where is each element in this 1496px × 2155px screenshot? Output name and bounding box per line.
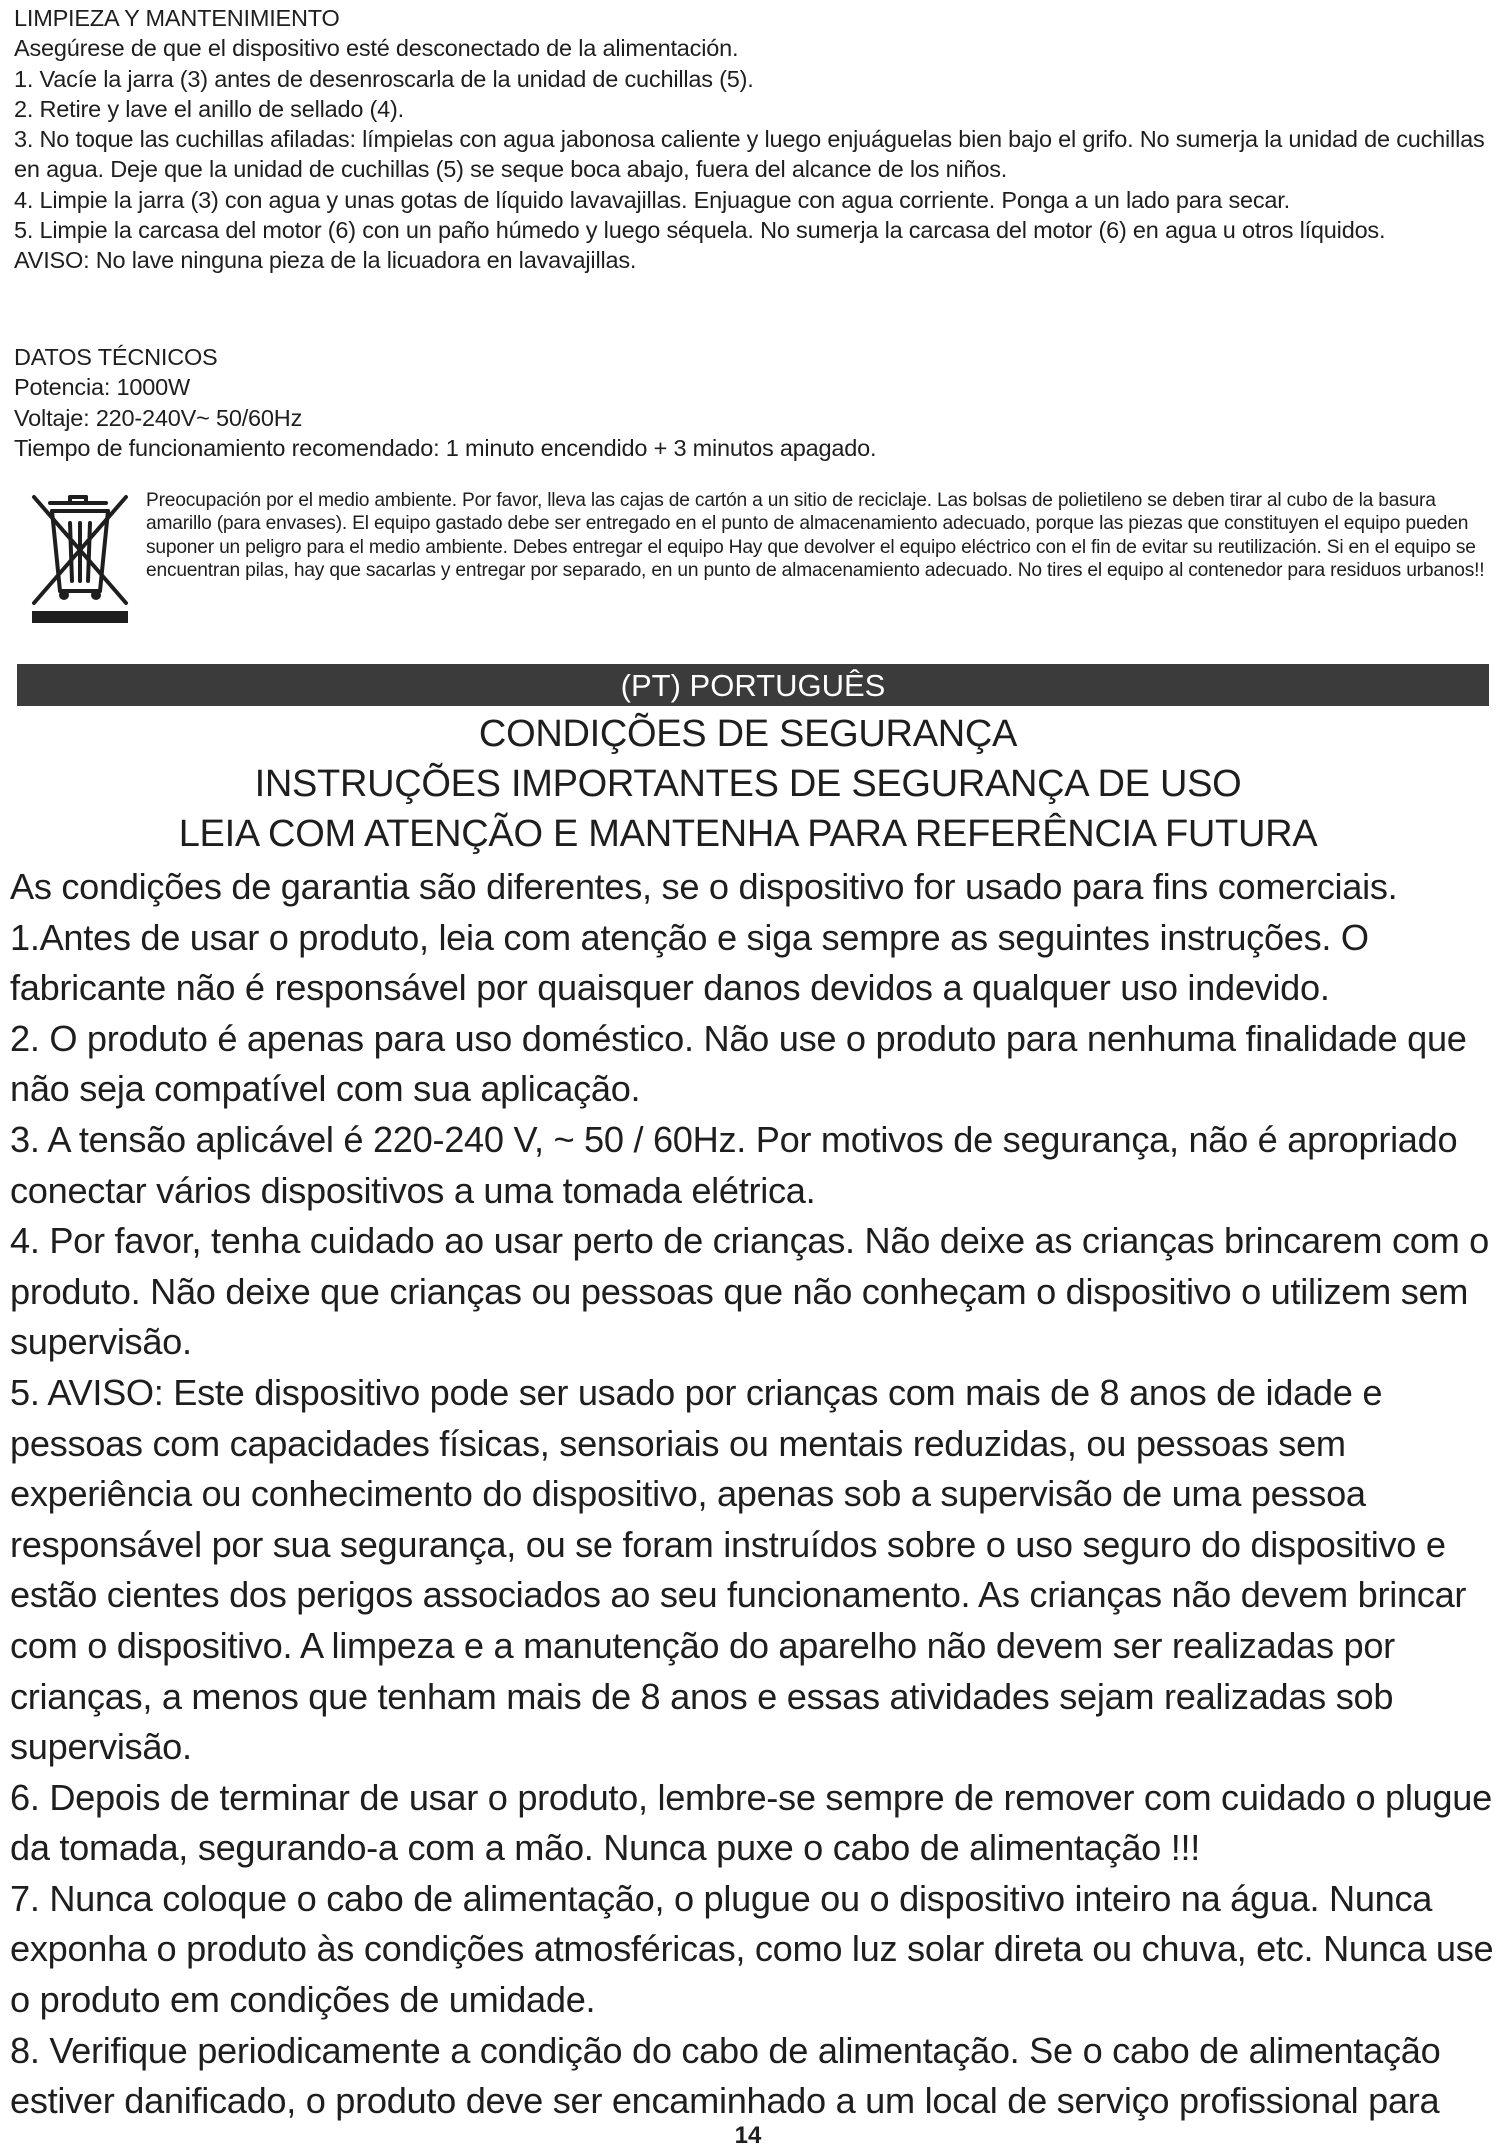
safety-instructions [10, 862, 1494, 2127]
tech-line: Potencia: 1000W [14, 374, 190, 401]
instruction-paragraph: 4. Por favor, tenha cuidado ao usar perto de crianças. Não deixe as crianças brincarem com o produto. Não deixe que crianças ou pessoas que não conheçam o dispositivo o utilizem sem supervisão. [10, 1220, 1490, 1363]
instruction-paragraph: 8. Verifique periodicamente a condição do cabo de alimentação. Se o cabo de alimentação estiver danificado, o produto deve ser encaminhado a um local de serviço profissional para [10, 2029, 1441, 2122]
safety-subtitle-2: LEIA COM ATENÇÃO E MANTENHA PARA REFERÊNCIA FUTURA [178, 813, 1318, 855]
instruction-paragraph: 1.Antes de usar o produto, leia com atenção e siga sempre as seguintes instruções. O fabricante não é responsável por quaisquer danos devidos a qualquer uso indevido. [10, 916, 1369, 1009]
environment-notice [14, 489, 1490, 629]
instruction-paragraph: As condições de garantia são diferentes, se o dispositivo for usado para fins comerciais. [10, 866, 1398, 907]
cleaning-line: 3. No toque las cuchillas afiladas: límpielas con agua jabonosa caliente y luego enjuáguelas bien bajo el grifo. No sumerja la unidad de cuchillas en agua. Deje que la unidad de cuchillas (5) se seque boca abajo, fuera del alcance de los niños. [14, 126, 1485, 183]
language-banner: (PT) PORTUGUÊS [17, 664, 1489, 706]
instruction-paragraph: 3. A tensão aplicável é 220-240 V, ~ 50 / 60Hz. Por motivos de segurança, não é apropriado conectar vários dispositivos a uma tomada elétrica. [10, 1118, 1458, 1211]
technical-data-section [14, 342, 1489, 463]
tech-line: Tiempo de funcionamiento recomendado: 1 minuto encendido + 3 minutos apagado. [14, 434, 877, 461]
safety-subtitle: INSTRUÇÕES IMPORTANTES DE SEGURANÇA DE USO [254, 763, 1242, 805]
page-number: 14 [734, 2122, 762, 2149]
instruction-paragraph: 5. AVISO: Este dispositivo pode ser usado por crianças com mais de 8 anos de idade e pessoas com capacidades físicas, sensoriais ou mentais reduzidas, ou pessoas sem experiência ou conhecimento do dispositivo, apenas sob a supervisão de uma pessoa responsável por sua segurança, ou se foram instruídos sobre o uso seguro do dispositivo e estão cientes dos perigos associados ao seu funcionamento. As crianças não devem brincar com o dispositivo. A limpeza e a manutenção do aparelho não devem ser realizadas por crianças, a menos que tenham mais de 8 anos e essas atividades sejam realizadas sob supervisão. [10, 1371, 1467, 1768]
tech-title: DATOS TÉCNICOS [14, 344, 218, 370]
cleaning-line: 2. Retire y lave el anillo de sellado (4). [14, 95, 404, 122]
cleaning-notice: AVISO: No lave ninguna pieza de la licuadora en lavavajillas. [14, 247, 637, 274]
tech-line: Voltaje: 220-240V~ 50/60Hz [14, 404, 303, 431]
cleaning-line: Asegúrese de que el dispositivo esté desconectado de la alimentación. [14, 35, 739, 62]
safety-title: CONDIÇÕES DE SEGURANÇA [478, 713, 1018, 755]
crossed-out-wheelie-bin-icon [30, 491, 130, 626]
instruction-paragraph: 2. O produto é apenas para uso doméstico. Não use o produto para nenhuma finalidade que não seja compatível com sua aplicação. [10, 1017, 1467, 1110]
cleaning-line: 4. Limpie la jarra (3) con agua y unas gotas de líquido lavavajillas. Enjuague con agua corriente. Ponga a un lado para secar. [14, 186, 1290, 213]
cleaning-title: LIMPIEZA Y MANTENIMIENTO [14, 5, 340, 31]
instruction-paragraph: 6. Depois de terminar de usar o produto, lembre-se sempre de remover com cuidado o plugue da tomada, segurando-a com a mão. Nunca puxe o cabo de alimentação !!! [10, 1776, 1492, 1869]
safety-headings [0, 709, 1496, 859]
environment-text: Preocupación por el medio ambiente. Por favor, lleva las cajas de cartón a un sitio de reciclaje. Las bolsas de polietileno se deben tirar al cubo de la basura amarillo (para envases). El equipo gastado debe ser entregado en el punto de almacenamiento adecuado, porque las piezas que constituyen el equipo pueden suponer un peligro para el medio ambiente. Debes entregar el equipo Hay que devolver el equipo eléctrico con el fin de evitar su reutilización. Si en el equipo se encuentran pilas, hay que sacarlas y entregar por separado, en un punto de almacenamiento adecuado. No tires el equipo al contenedor para residuos urbanos!! [146, 490, 1485, 581]
cleaning-section [14, 3, 1489, 276]
cleaning-line: 5. Limpie la carcasa del motor (6) con un paño húmedo y luego séquela. No sumerja la carcasa del motor (6) en agua u otros líquidos. [14, 217, 1386, 244]
cleaning-line: 1. Vacíe la jarra (3) antes de desenroscarla de la unidad de cuchillas (5). [14, 65, 754, 92]
instruction-paragraph: 7. Nunca coloque o cabo de alimentação, o plugue ou o dispositivo inteiro na água. Nunca exponha o produto às condições atmosféricas, como luz solar direta ou chuva, etc. Nunca use o produto em condições de umidade. [10, 1877, 1494, 2021]
